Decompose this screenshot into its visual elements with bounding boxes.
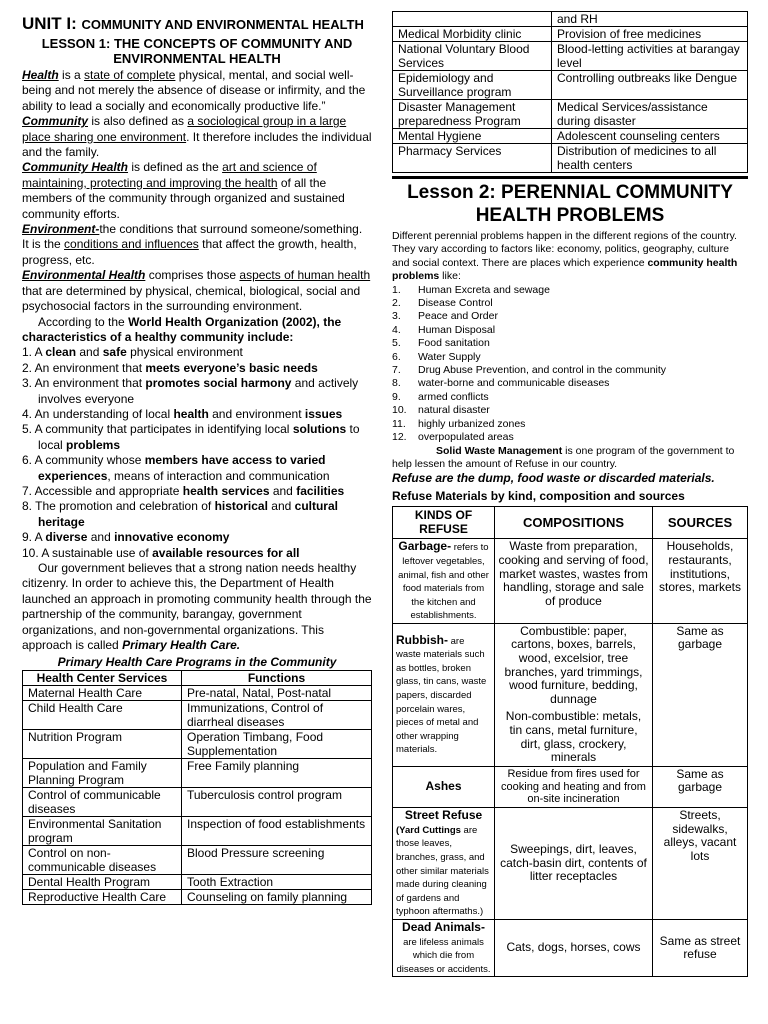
list-item: [392, 351, 748, 364]
service-cell: Mental Hygiene: [393, 129, 552, 144]
lesson2-title: Lesson 2: PERENNIAL COMMUNITY HEALTH PROBLEMS: [407, 182, 733, 226]
list-item: [22, 499, 372, 530]
service-cell: [393, 12, 552, 27]
kind-sublabel: (Yard Cuttings: [396, 824, 461, 836]
list-item: [392, 337, 748, 350]
table-row: [393, 100, 748, 129]
text: is one program of the government to help lessen the amount of Refuse in our country.: [392, 444, 735, 470]
item-number: 1.: [392, 283, 401, 296]
function-cell: Pre-natal, Natal, Post-natal: [182, 686, 372, 701]
kind-label: Street Refuse: [404, 808, 483, 823]
composition-cell: Cats, dogs, horses, cows: [495, 919, 653, 976]
table-row: [393, 144, 748, 173]
unit-title: [22, 14, 372, 34]
source-cell: Streets, sidewalks, alleys, vacant lots: [653, 808, 748, 920]
table-row: [393, 129, 748, 144]
left-column: [22, 0, 372, 905]
bold-text: members have access to varied experiences: [38, 453, 326, 483]
item-text: water-borne and communicable diseases: [418, 377, 610, 390]
text: that are determined by physical, chemical, biological, social and psychosocial factors in the surrounding environment.: [22, 283, 361, 314]
list-item: [392, 284, 748, 297]
composition-cell: Residue from fires used for cooking and heating and from on-site incineration: [495, 766, 653, 807]
text: 6. A community whose: [22, 453, 145, 468]
table-row: [23, 759, 372, 788]
text: 9. A: [22, 530, 46, 545]
combustible: Combustible: paper, cartons, boxes, barrels, wood, excelsior, tree branches, yard trimmings, wood furniture, bedding, dunnage: [504, 623, 643, 706]
kind-description: refers to leftover vegetables, animal, fish and other food materials from the kitchen and establishments.: [398, 542, 489, 622]
list-item: [392, 364, 748, 377]
table-row: [23, 701, 372, 730]
service-cell: Child Health Care: [23, 701, 182, 730]
table-row: [393, 808, 748, 920]
item-text: Drug Abuse Prevention, and control in the community: [418, 364, 667, 377]
bold-text: available resources for all: [152, 545, 300, 560]
bold: Solid Waste Management: [436, 444, 563, 457]
item-text: natural disaster: [418, 404, 490, 417]
service-cell: National Voluntary Blood Services: [393, 42, 552, 71]
government-paragraph: [22, 561, 372, 653]
item-number: 2.: [392, 297, 401, 310]
kind-label: Rubbish-: [396, 632, 448, 647]
lesson2-intro: [392, 230, 748, 284]
list-item: [392, 310, 748, 323]
text: to local: [38, 422, 360, 452]
problems-list: [392, 284, 748, 445]
kind-label: Garbage-: [398, 539, 452, 554]
health-definition: [22, 68, 372, 114]
text: is also defined as: [88, 114, 188, 129]
col-header: KINDS OF REFUSE: [393, 507, 495, 539]
item-number: 5.: [392, 337, 401, 350]
phc-table: [22, 670, 372, 905]
composition-cell: Sweepings, dirt, leaves, catch-basin dirt, contents of litter receptacles: [495, 808, 653, 920]
term-community-health: Community Health: [22, 160, 129, 175]
bold-text: safe: [102, 345, 127, 360]
list-item: [392, 431, 748, 444]
text: and: [267, 499, 295, 514]
text: like:: [439, 270, 461, 283]
item-number: 12.: [392, 431, 407, 444]
table-row: [393, 42, 748, 71]
community-health-definition: [22, 160, 372, 222]
community-definition: [22, 114, 372, 160]
function-cell: Counseling on family planning: [182, 890, 372, 905]
table-row: [23, 817, 372, 846]
service-cell: Dental Health Program: [23, 875, 182, 890]
bold-text: diverse: [45, 530, 88, 545]
text: and: [269, 483, 297, 498]
service-cell: Control on non-communicable diseases: [23, 846, 182, 875]
function-cell: Immunizations, Control of diarrheal diseases: [182, 701, 372, 730]
text: 10. A sustainable use of: [22, 545, 153, 560]
text: 7. Accessible and appropriate: [22, 483, 183, 498]
table-row: [393, 766, 748, 807]
table-row: [23, 730, 372, 759]
item-number: 9.: [392, 390, 401, 403]
environment-definition: [22, 222, 372, 268]
table-row: [393, 71, 748, 100]
bold-text: meets everyone’s basic needs: [145, 360, 318, 375]
list-item: [392, 324, 748, 337]
function-cell: Inspection of food establishments: [182, 817, 372, 846]
bold-text: cultural heritage: [38, 499, 338, 529]
underlined: art and science of maintaining, protecting and improving the health: [22, 160, 317, 190]
col-header: SOURCES: [653, 507, 748, 539]
table-row: [23, 788, 372, 817]
item-number: 10.: [392, 404, 407, 417]
bold-text: problems: [66, 437, 121, 452]
col-header: Functions: [182, 671, 372, 686]
item-number: 3.: [392, 310, 401, 323]
function-cell: Medical Services/assistance during disaster: [552, 100, 748, 129]
source-cell: Same as street refuse: [653, 919, 748, 976]
source-cell: Same as garbage: [653, 766, 748, 807]
list-item: [392, 404, 748, 417]
term-environment: Environment-: [22, 222, 100, 237]
unit-prefix: UNIT I:: [22, 14, 82, 33]
kind-label: Ashes: [425, 779, 462, 794]
term-community: Community: [22, 114, 88, 129]
kind-description: are those leaves, branches, grass, and other similar materials made during cleaning of gardens and typhoon aftermaths.): [396, 824, 489, 918]
kind-cell: [393, 766, 495, 807]
text: 1. A: [22, 345, 46, 360]
text: Different perennial problems happen in the different regions of the country. They vary according to factors like: economy, politics, geography, culture and social context. There are places which experience: [392, 230, 737, 269]
function-cell: Controlling outbreaks like Dengue: [552, 71, 748, 100]
bold-text: historical: [214, 499, 268, 514]
primary-health-care: Primary Health Care.: [122, 638, 241, 653]
service-cell: Control of communicable diseases: [23, 788, 182, 817]
text: physical environment: [126, 345, 243, 360]
col-header: COMPOSITIONS: [495, 507, 653, 539]
service-cell: Reproductive Health Care: [23, 890, 182, 905]
function-cell: Operation Timbang, Food Supplementation: [182, 730, 372, 759]
text: According to the: [38, 314, 129, 329]
bold-text: solutions: [292, 422, 347, 437]
term-environmental-health: Environmental Health: [22, 268, 146, 283]
bold: World Health Organization (2002), the characteristics of a healthy community include:: [22, 314, 342, 344]
composition-cell: [495, 623, 653, 766]
text: Our government believes that a strong nation needs healthy citizenry. In order to achieve this, the Department of Health launched an approach in promoting community health through the partnership of the community, barangay, government organizations, and non-governmental organizations. This approach is called: [22, 561, 372, 653]
bold-text: health services: [182, 483, 270, 498]
function-cell: and RH: [552, 12, 748, 27]
text: and environment: [208, 406, 305, 421]
function-cell: Tuberculosis control program: [182, 788, 372, 817]
table-row: [393, 27, 748, 42]
environmental-health-definition: [22, 268, 372, 314]
list-item: [392, 297, 748, 310]
function-cell: Distribution of medicines to all health centers: [552, 144, 748, 173]
kind-cell: [393, 623, 495, 766]
list-item: [22, 530, 372, 545]
service-cell: Maternal Health Care: [23, 686, 182, 701]
table-row: [23, 686, 372, 701]
underlined: aspects of human health: [239, 268, 371, 283]
table-row: [23, 890, 372, 905]
list-item: [392, 391, 748, 404]
refuse-table-title: Refuse Materials by kind, composition and sources: [392, 489, 685, 504]
service-cell: Nutrition Program: [23, 730, 182, 759]
bold-text: issues: [304, 406, 343, 421]
kind-label: Dead Animals-: [402, 919, 485, 934]
text: and: [76, 345, 103, 360]
function-cell: Blood Pressure screening: [182, 846, 372, 875]
kind-description: are lifeless animals which die from diseases or accidents.: [396, 936, 491, 975]
bold-text: clean: [45, 345, 77, 360]
term-health: Health: [22, 68, 59, 82]
table-row: [23, 875, 372, 890]
bold-text: facilities: [296, 483, 345, 498]
text: is defined as the: [128, 160, 223, 175]
bold-text: promotes social harmony: [145, 376, 292, 391]
kind-description: are waste materials such as bottles, broken glass, tin cans, waste papers, discarded porcelain wares, pieces of metal and other wrapping materials.: [396, 635, 487, 756]
item-number: 11.: [392, 417, 406, 430]
table-row: [393, 12, 748, 27]
item-text: armed conflicts: [418, 390, 489, 403]
table-row: [393, 919, 748, 976]
function-cell: Adolescent counseling centers: [552, 129, 748, 144]
text: . It therefore includes the individual and the family.: [22, 129, 372, 160]
list-item: [392, 418, 748, 431]
table-row: [393, 623, 748, 766]
non-combustible: Non-combustible: metals, tin cans, metal furniture, dirt, glass, crockery, minerals: [505, 709, 642, 765]
list-item: [22, 361, 372, 376]
divider: [392, 176, 748, 179]
text: the conditions that surround someone/something. It is the: [22, 222, 363, 252]
text: physical, mental, and social well-being and not merely the absence of disease or infirmity, and the ability to lead a socially and economically productive life.”: [22, 68, 366, 113]
underlined: conditions and influences: [64, 237, 199, 252]
text: 5. A community that participates in identifying local: [22, 422, 293, 437]
underlined: state of complete: [84, 68, 176, 82]
item-text: Human Excreta and sewage: [418, 283, 550, 296]
text: 8. The promotion and celebration of: [22, 499, 215, 514]
text: is a: [58, 68, 85, 82]
text: 3. An environment that: [22, 376, 146, 391]
phc-table-continued: [392, 11, 748, 173]
bold: community health problems: [392, 256, 738, 283]
item-text: Human Disposal: [418, 323, 496, 336]
item-text: highly urbanized zones: [418, 417, 526, 430]
right-column: [392, 0, 748, 977]
table-row: [393, 539, 748, 624]
list-item: [22, 345, 372, 360]
list-item: [22, 546, 372, 561]
text: , means of interaction and communication: [107, 468, 330, 483]
service-cell: Medical Morbidity clinic: [393, 27, 552, 42]
characteristics-list: [22, 345, 372, 561]
source-cell: Households, restaurants, institutions, stores, markets: [653, 539, 748, 624]
composition-cell: Waste from preparation, cooking and serving of food, market wastes, wastes from handling, storage and sale of produce: [495, 539, 653, 624]
table-row: [23, 846, 372, 875]
bold-text: innovative economy: [114, 530, 230, 545]
refuse-table: [392, 506, 748, 977]
item-number: 7.: [392, 364, 401, 377]
list-item: [22, 484, 372, 499]
service-cell: Environmental Sanitation program: [23, 817, 182, 846]
function-cell: Blood-letting activities at barangay level: [552, 42, 748, 71]
item-text: Disease Control: [418, 297, 493, 310]
kind-cell: [393, 808, 495, 920]
bold-text: health: [173, 406, 209, 421]
kind-cell: [393, 539, 495, 624]
text: and: [87, 530, 115, 545]
item-text: Water Supply: [418, 350, 481, 363]
item-number: 4.: [392, 323, 401, 336]
text: and actively involves everyone: [38, 376, 359, 406]
text: comprises those: [145, 268, 240, 283]
text: 4. An understanding of local: [22, 406, 174, 421]
item-text: Food sanitation: [418, 337, 490, 350]
list-item: [22, 407, 372, 422]
item-number: 8.: [392, 377, 401, 390]
service-cell: Population and Family Planning Program: [23, 759, 182, 788]
item-number: 6.: [392, 350, 401, 363]
service-cell: Pharmacy Services: [393, 144, 552, 173]
function-cell: Tooth Extraction: [182, 875, 372, 890]
phc-table-title: Primary Health Care Programs in the Community: [57, 655, 337, 670]
list-item: [392, 377, 748, 390]
list-item: [22, 453, 372, 484]
text: that affect the growth, health, progress, etc.: [22, 237, 357, 267]
who-intro: [22, 315, 372, 346]
list-item: [22, 422, 372, 453]
source-cell: Same as garbage: [653, 623, 748, 766]
kind-cell: [393, 919, 495, 976]
swm-paragraph: [392, 445, 748, 472]
unit-name: COMMUNITY AND ENVIRONMENTAL HEALTH: [81, 17, 364, 32]
lesson1-title: LESSON 1: THE CONCEPTS OF COMMUNITY AND ENVIRONMENTAL HEALTH: [41, 36, 353, 66]
underlined: a sociological group in a large place sharing one environment: [22, 114, 347, 144]
text: 2. An environment that: [22, 360, 146, 375]
function-cell: Provision of free medicines: [552, 27, 748, 42]
function-cell: Free Family planning: [182, 759, 372, 788]
service-cell: Epidemiology and Surveillance program: [393, 71, 552, 100]
service-cell: Disaster Management preparedness Program: [393, 100, 552, 129]
item-text: overpopulated areas: [418, 431, 514, 444]
refuse-definition: Refuse are the dump, food waste or discarded materials.: [392, 471, 715, 486]
list-item: [22, 376, 372, 407]
text: of all the members of the community through organized and sustained community efforts.: [22, 175, 345, 221]
item-text: Peace and Order: [418, 310, 498, 323]
col-header: Health Center Services: [23, 671, 182, 686]
